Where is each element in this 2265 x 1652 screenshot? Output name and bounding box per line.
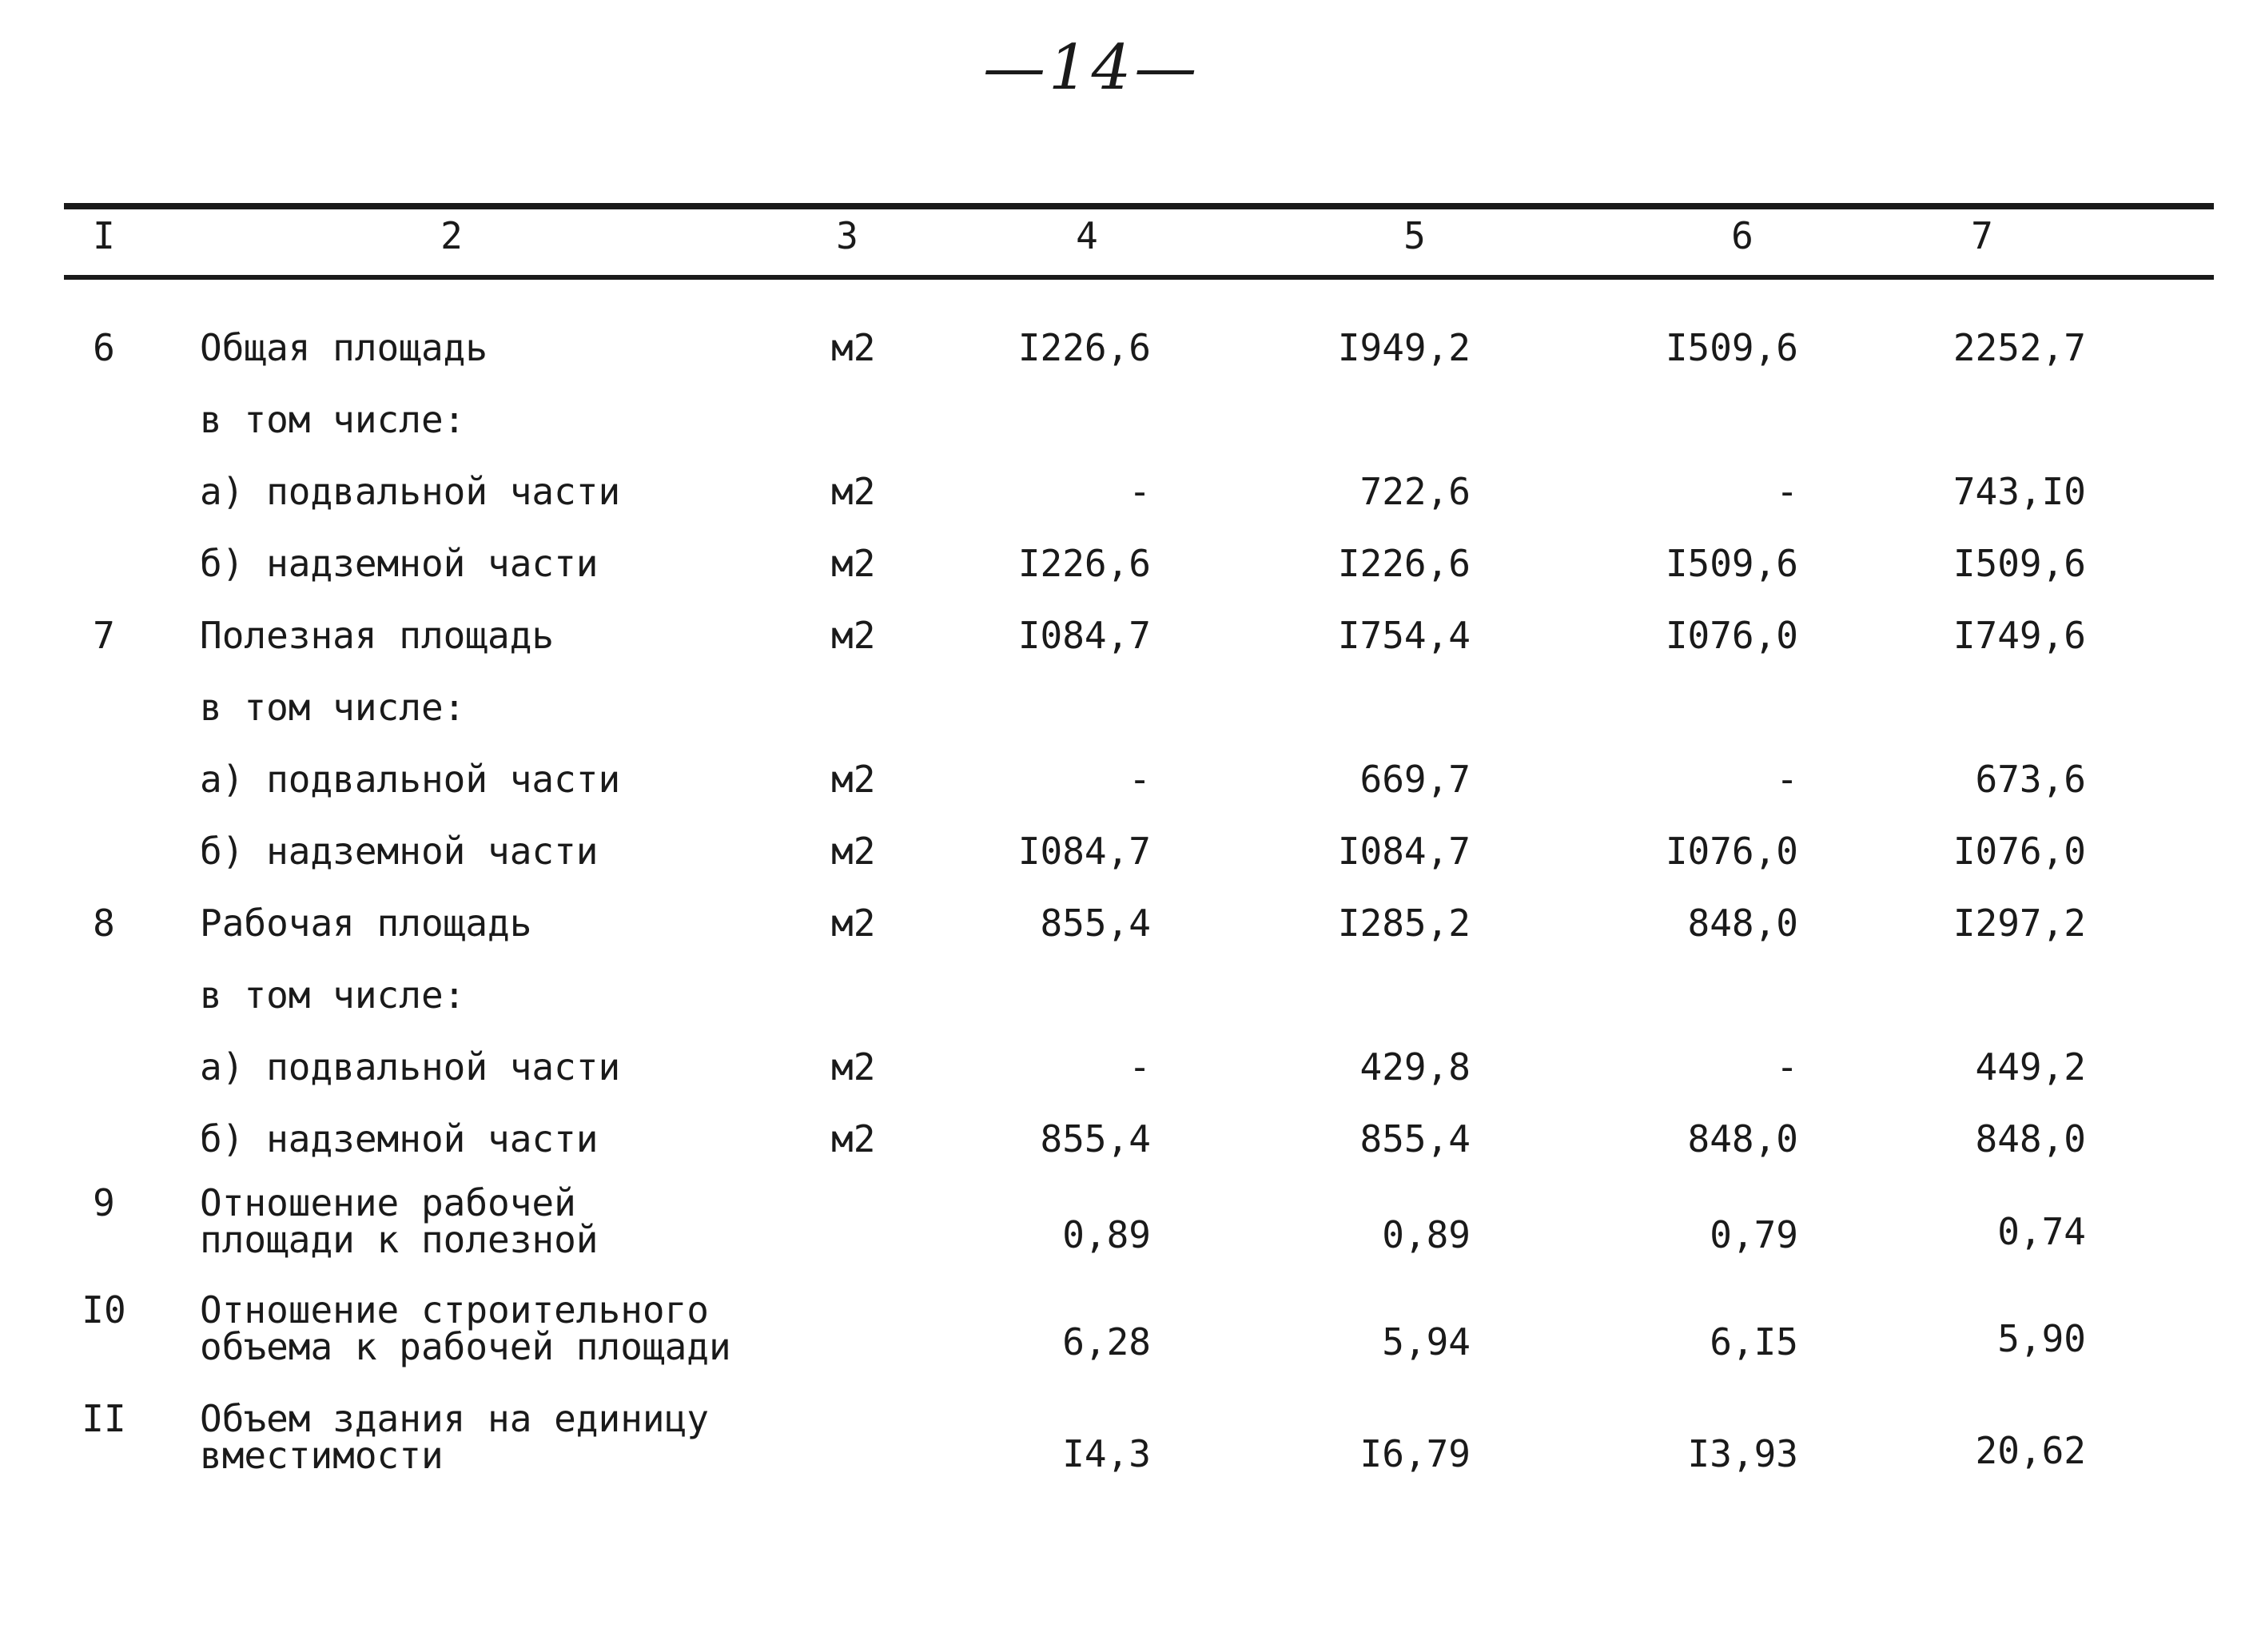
row-label: в том числе: xyxy=(200,973,466,1017)
row-value-5: I084,7 xyxy=(1337,830,1471,873)
row-value-7: 20,62 xyxy=(1975,1429,2086,1472)
row-label: Полезная площадь xyxy=(200,614,555,657)
row-value-4: I226,6 xyxy=(1017,326,1151,369)
row-unit: м2 xyxy=(831,830,876,873)
header-col-1: I xyxy=(93,214,115,257)
row-value-4: 0,89 xyxy=(1062,1213,1151,1256)
page-number: —14— xyxy=(983,32,1200,104)
row-unit: м2 xyxy=(831,326,876,369)
row-value-6: I076,0 xyxy=(1665,614,1798,657)
row-label: а) подвальной части xyxy=(200,470,621,513)
row-unit: м2 xyxy=(831,902,876,945)
row-number: I0 xyxy=(82,1288,126,1332)
row-label: в том числе: xyxy=(200,686,466,729)
row-value-6: - xyxy=(1776,758,1798,801)
row-label: в том числе: xyxy=(200,398,466,441)
header-col-7: 7 xyxy=(1971,214,1993,257)
row-value-6: - xyxy=(1776,470,1798,513)
row-value-5: I754,4 xyxy=(1337,614,1471,657)
row-value-5: 5,94 xyxy=(1382,1320,1471,1363)
row-number: II xyxy=(82,1397,126,1440)
row-value-5: 0,89 xyxy=(1382,1213,1471,1256)
row-value-7: I509,6 xyxy=(1953,542,2086,585)
header-col-4: 4 xyxy=(1076,214,1098,257)
row-value-4: - xyxy=(1129,1045,1151,1089)
row-value-6: - xyxy=(1776,1045,1798,1089)
row-value-5: I285,2 xyxy=(1337,902,1471,945)
row-label-line-1: Отношение строительного xyxy=(200,1288,709,1332)
row-unit: м2 xyxy=(831,1045,876,1089)
row-label: Общая площадь xyxy=(200,326,488,369)
row-label-line-1: Отношение рабочей xyxy=(200,1181,576,1224)
header-col-5: 5 xyxy=(1403,214,1426,257)
row-unit: м2 xyxy=(831,542,876,585)
row-value-7: 0,74 xyxy=(1997,1210,2086,1253)
row-value-5: I226,6 xyxy=(1337,542,1471,585)
row-value-6: 6,I5 xyxy=(1710,1320,1798,1363)
row-value-7: I749,6 xyxy=(1953,614,2086,657)
row-label-line-1: Объем здания на единицу xyxy=(200,1397,709,1440)
row-value-7: 5,90 xyxy=(1997,1317,2086,1360)
row-value-4: I084,7 xyxy=(1017,830,1151,873)
row-value-6: 848,0 xyxy=(1687,1117,1798,1160)
row-unit: м2 xyxy=(831,758,876,801)
row-value-4: I4,3 xyxy=(1062,1432,1151,1475)
row-value-7: 449,2 xyxy=(1975,1045,2086,1089)
header-col-2: 2 xyxy=(440,214,463,257)
row-value-4: 6,28 xyxy=(1062,1320,1151,1363)
row-value-5: I949,2 xyxy=(1337,326,1471,369)
row-value-4: 855,4 xyxy=(1040,1117,1151,1160)
row-label: а) подвальной части xyxy=(200,1045,621,1089)
row-value-7: 848,0 xyxy=(1975,1117,2086,1160)
row-value-4: - xyxy=(1129,758,1151,801)
row-number: 7 xyxy=(93,614,115,657)
row-label-line-2: площади к полезной xyxy=(200,1218,599,1261)
row-value-5: 669,7 xyxy=(1359,758,1471,801)
row-value-6: I076,0 xyxy=(1665,830,1798,873)
row-value-4: I226,6 xyxy=(1017,542,1151,585)
row-value-5: 429,8 xyxy=(1359,1045,1471,1089)
row-value-6: I509,6 xyxy=(1665,542,1798,585)
row-label: Рабочая площадь xyxy=(200,902,532,945)
row-number: 9 xyxy=(93,1181,115,1224)
header-col-6: 6 xyxy=(1731,214,1753,257)
row-value-6: 0,79 xyxy=(1710,1213,1798,1256)
row-number: 6 xyxy=(93,326,115,369)
row-value-4: 855,4 xyxy=(1040,902,1151,945)
row-value-7: 2252,7 xyxy=(1953,326,2086,369)
table-header-rule xyxy=(64,275,2214,280)
row-value-5: 855,4 xyxy=(1359,1117,1471,1160)
row-value-7: I297,2 xyxy=(1953,902,2086,945)
row-label: б) надземной части xyxy=(200,1117,599,1160)
row-unit: м2 xyxy=(831,1117,876,1160)
header-col-3: 3 xyxy=(836,214,858,257)
row-unit: м2 xyxy=(831,470,876,513)
row-value-7: 743,I0 xyxy=(1953,470,2086,513)
row-value-6: I3,93 xyxy=(1687,1432,1798,1475)
row-value-7: I076,0 xyxy=(1953,830,2086,873)
row-value-6: I509,6 xyxy=(1665,326,1798,369)
row-value-5: I6,79 xyxy=(1359,1432,1471,1475)
table-top-rule xyxy=(64,203,2214,209)
row-label: б) надземной части xyxy=(200,542,599,585)
row-unit: м2 xyxy=(831,614,876,657)
row-label-line-2: вместимости xyxy=(200,1434,444,1477)
row-value-7: 673,6 xyxy=(1975,758,2086,801)
row-value-5: 722,6 xyxy=(1359,470,1471,513)
row-label: б) надземной части xyxy=(200,830,599,873)
row-value-4: I084,7 xyxy=(1017,614,1151,657)
row-value-4: - xyxy=(1129,470,1151,513)
row-number: 8 xyxy=(93,902,115,945)
row-label: а) подвальной части xyxy=(200,758,621,801)
row-value-6: 848,0 xyxy=(1687,902,1798,945)
row-label-line-2: объема к рабочей площади xyxy=(200,1325,731,1368)
